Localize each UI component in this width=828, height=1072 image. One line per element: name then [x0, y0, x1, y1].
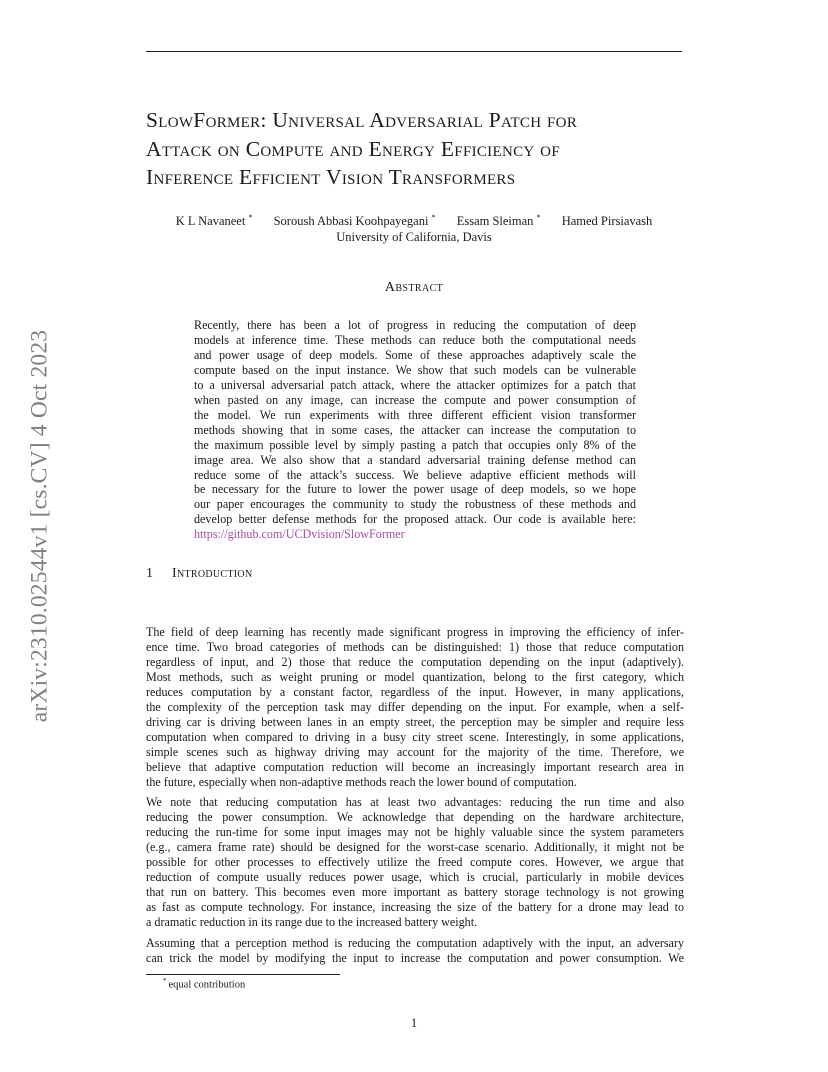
abstract-body: [194, 318, 636, 542]
title-line: Attack on Compute and Energy Efficiency of: [146, 136, 560, 161]
author-block: [146, 210, 682, 245]
author-mark: *: [536, 213, 541, 222]
arxiv-id: arXiv:2310.02544v1 [cs.CV] 4 Oct 2023: [26, 329, 53, 723]
paragraph-line: as fast as compute technology. For instance, increasing the size of the battery for a drone may lead to: [146, 899, 684, 914]
abstract-line: compute based on the input instance. We show that such models can be vulnerable: [194, 362, 636, 377]
title-line: Inference Efficient Vision Transformers: [146, 165, 516, 189]
paragraph: [146, 936, 684, 966]
paragraph-line: driving car is driving between lanes in an empty street, the perception may be simpler and require less: [146, 714, 684, 729]
paragraph-line: believe that adaptive computation reduction will become an increasingly important research area in: [146, 759, 684, 774]
page-number: 1: [410, 1016, 418, 1030]
abstract-line: and power usage of deep models. Some of these approaches adaptively scale the: [194, 347, 636, 362]
paragraph-line: The field of deep learning has recently made significant progress in improving the efficiency of infer-: [146, 625, 684, 639]
affiliation: University of California, Davis: [336, 230, 492, 245]
author: [457, 214, 541, 228]
footnote-rule: [146, 974, 340, 975]
code-link-text[interactable]: https://github.com/UCDvision/SlowFormer: [194, 527, 405, 542]
code-link[interactable]: [194, 527, 636, 542]
author: [562, 214, 653, 228]
footnote-text: equal contribution: [168, 979, 246, 991]
paragraph: [146, 795, 684, 930]
author-name: Essam Sleiman: [456, 214, 534, 229]
section-title: Introduction: [172, 566, 253, 581]
footnote: [163, 977, 245, 991]
abstract-line: models at inference time. These methods can reduce both the computational needs: [194, 332, 636, 347]
section-heading: [146, 566, 252, 582]
paragraph-line: Most methods, such as weight pruning or model quantization, belong to the first category, which: [146, 669, 684, 684]
author-name: Soroush Abbasi Koohpayegani: [273, 214, 429, 229]
abstract-line: the maximum possible level by simply pasting a patch that occupies only 8% of the: [194, 437, 636, 452]
paragraph-line: (e.g., camera frame rate) should be designed for the worst-case scenario. Additionally, it might not be: [146, 839, 684, 854]
top-rule: [146, 51, 682, 52]
abstract-line: reduce some of the attack’s success. We believe adaptive efficient methods will: [194, 467, 636, 482]
author-name: K L Navaneet: [175, 214, 246, 229]
paragraph-line: ence time. Two broad categories of methods can be distinguished: 1) those that reduce computation: [146, 639, 684, 654]
paragraph-line: possible for other processes to effectively utilize the freed compute cores. However, we argue that: [146, 854, 684, 869]
abstract-line: methods showing that in some cases, the attacker can increase the computation to: [194, 422, 636, 437]
paragraph-line: that run on battery. This becomes even more important as battery storage technology is not growing: [146, 884, 684, 899]
paragraph-line: reduction of compute usually reduces power usage, which is crucial, particularly in mobile devices: [146, 869, 684, 884]
paragraph-line: regardless of input, and 2) those that reduce the computation depending on the input (adaptively).: [146, 654, 684, 669]
paragraph-line: reduces computation by a constant factor, regardless of the input. However, in many applications,: [146, 684, 684, 699]
author-mark: *: [248, 213, 253, 222]
paragraph-line: can trick the model by modifying the input to increase the computation and power consumption. We: [146, 950, 684, 965]
abstract-line: our paper encourages the community to study the robustness of these methods and: [194, 497, 636, 512]
abstract-line: Recently, there has been a lot of progress in reducing the computation of deep: [194, 318, 636, 332]
paragraph-line: a dramatic reduction in its range due to the increased battery weight.: [146, 914, 478, 929]
paragraph-line: computation when compared to driving in a busy city street scene. Interestingly, in some applications,: [146, 729, 684, 744]
author-name: Hamed Pirsiavash: [561, 214, 653, 229]
paper-title: [146, 106, 706, 192]
paragraph-line: reducing the power consumption. We acknowledge that depending on the hardware architecture,: [146, 809, 684, 824]
paragraph-line: simple scenes such as highway driving may account for the majority of the time. Therefore, we: [146, 744, 684, 759]
author: [176, 214, 253, 228]
section-number: 1: [146, 566, 154, 581]
paragraph-line: reducing the run-time for some input images may not be highly valuable since the system parameters: [146, 824, 684, 839]
arxiv-stamp: [20, 296, 60, 756]
footnote-mark: *: [163, 977, 167, 985]
author-mark: *: [431, 213, 436, 222]
abstract-heading: Abstract: [384, 280, 444, 295]
abstract-line: develop better defense methods for the proposed attack. Our code is available here:: [194, 512, 636, 527]
abstract-line: the model. We run experiments with three different efficient vision transformer: [194, 407, 636, 422]
abstract-line: be necessary for the future to lower the power usage of deep models, so we hope: [194, 482, 636, 497]
paragraph-line: the future, especially when non-adaptive methods reach the lower bound of computation.: [146, 774, 577, 789]
abstract-line: to a universal adversarial patch attack, where the attacker optimizes for a patch that: [194, 377, 636, 392]
abstract-line: when pasted on any image, can increase the compute and power consumption of: [194, 392, 636, 407]
title-line: SlowFormer: Universal Adversarial Patch for: [146, 108, 578, 132]
paragraph: [146, 625, 684, 789]
author: [274, 214, 436, 228]
paragraph-line: We note that reducing computation has at least two advantages: reducing the run time and also: [146, 795, 684, 809]
paragraph-line: the complexity of the perception task may differ depending on the input. For example, when a self-: [146, 699, 684, 714]
abstract-line: image area. We also show that a standard adversarial training defense method can: [194, 452, 636, 467]
paragraph-line: Assuming that a perception method is reducing the computation adaptively with the input, an adversary: [146, 936, 684, 950]
